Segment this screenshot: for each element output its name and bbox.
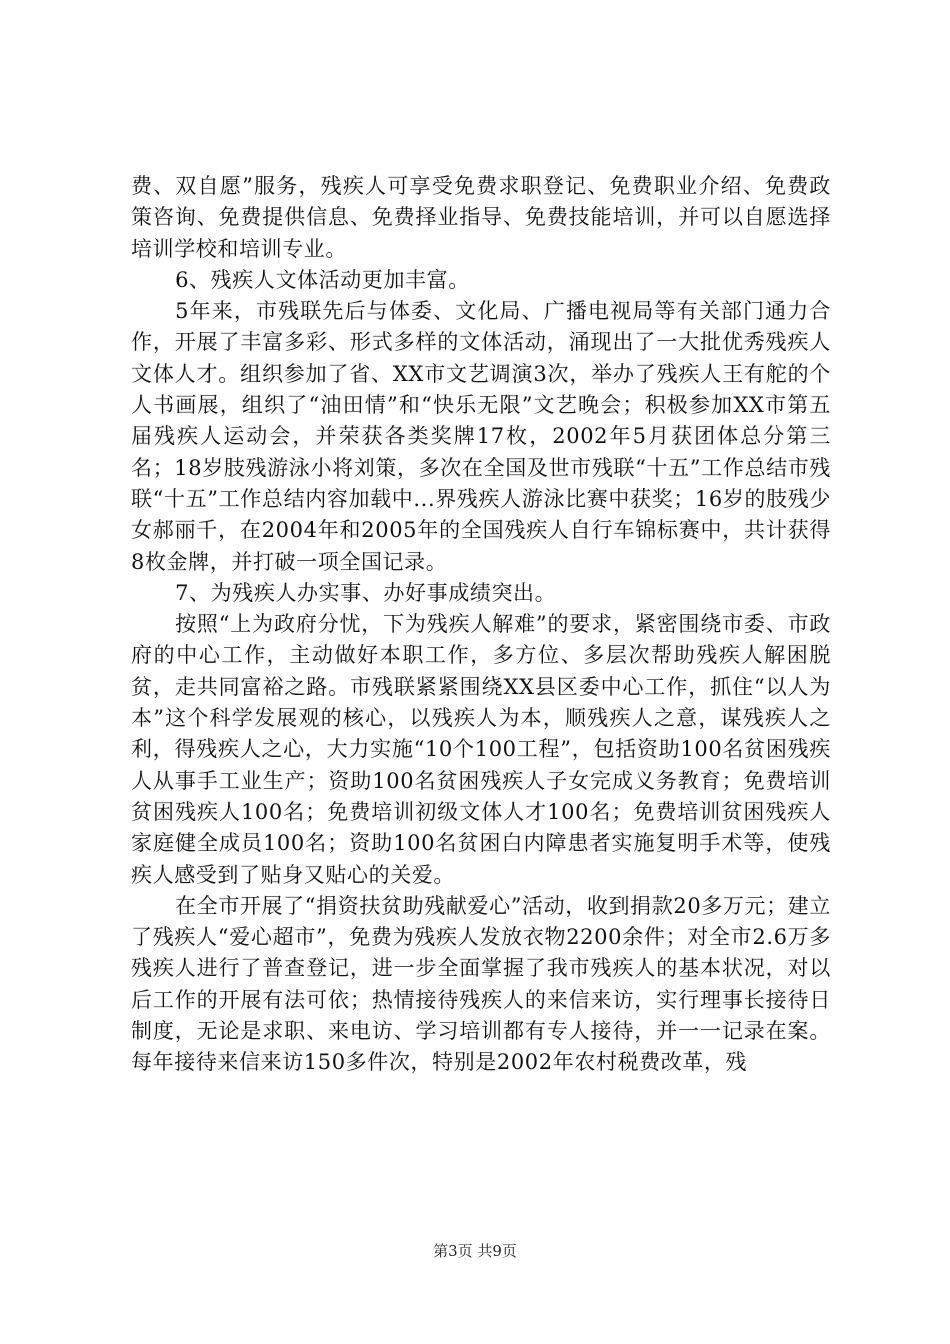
paragraph-practical-work: 按照“上为政府分忧，下为残疾人解难”的要求，紧密围绕市委、市政府的中心工作，主动做好本职工作，多方位、多层次帮助残疾人解困脱贫，走共同富裕之路。市残联紧紧围绕XX县区委中心工作，抓住“以人为本”这个科学发展观的核心，以残疾人为本，顺残疾人之意，谋残疾人之利，得残疾人之心，大力实施“10个100工程”，包括资助100名贫困残疾人从事手工业生产；资助100名贫困残疾人子女完成义务教育；免费培训贫困残疾人100名；免费培训初级文体人才100名；免费培训贫困残疾人家庭健全成员100名；资助100名贫困白内障患者实施复明手术等，使残疾人感受到了贴身又贴心的关爱。 — [131, 612, 831, 887]
paragraph-cultural-activities: 5年来，市残联先后与体委、文化局、广播电视局等有关部门通力合作，开展了丰富多彩、形式多样的文体活动，涌现出了一大批优秀残疾人文体人才。组织参加了省、XX市文艺调演3次，举办了残疾人王有舵的个人书画展，组织了“油田情”和“快乐无限”文艺晚会；积极参加XX市第五届残疾人运动会，并荣获各类奖牌17枚，2002年5月获团体总分第三名；18岁肢残游泳小将刘策，多次在全国及世市残联“十五”工作总结市残联“十五”工作总结内容加载中...界残疾人游泳比赛中获奖；16岁的肢残少女郝丽千，在2004年和2005年的全国残疾人自行车锦标赛中，共计获得8枚金牌，并打破一项全国记录。 — [131, 299, 831, 574]
page-number-footer: 第3页 共9页 — [433, 1242, 517, 1260]
paragraph-continuation: 费、双自愿”服务，残疾人可享受免费求职登记、免费职业介绍、免费政策咨询、免费提供信息、免费择业指导、免费技能培训，并可以自愿选择培训学校和培训专业。 — [131, 174, 831, 261]
section-heading-6: 6、残疾人文体活动更加丰富。 — [175, 267, 470, 292]
paragraph-donation-activities: 在全市开展了“捐资扶贫助残献爱心”活动，收到捐款20多万元；建立了残疾人“爱心超市”，免费为残疾人发放衣物2200余件；对全市2.6万多残疾人进行了普查登记，进一步全面掌握了我市残疾人的基本状况，对以后工作的开展有法可依；热情接待残疾人的来信来访，实行理事长接待日制度，无论是求职、来电访、学习培训都有专人接待，并一一记录在案。每年接待来信来访150多件次，特别是2002年农村税费改革，残 — [131, 893, 831, 1075]
section-heading-7: 7、为残疾人办实事、办好事成绩突出。 — [175, 580, 557, 605]
document-body — [131, 171, 831, 1079]
